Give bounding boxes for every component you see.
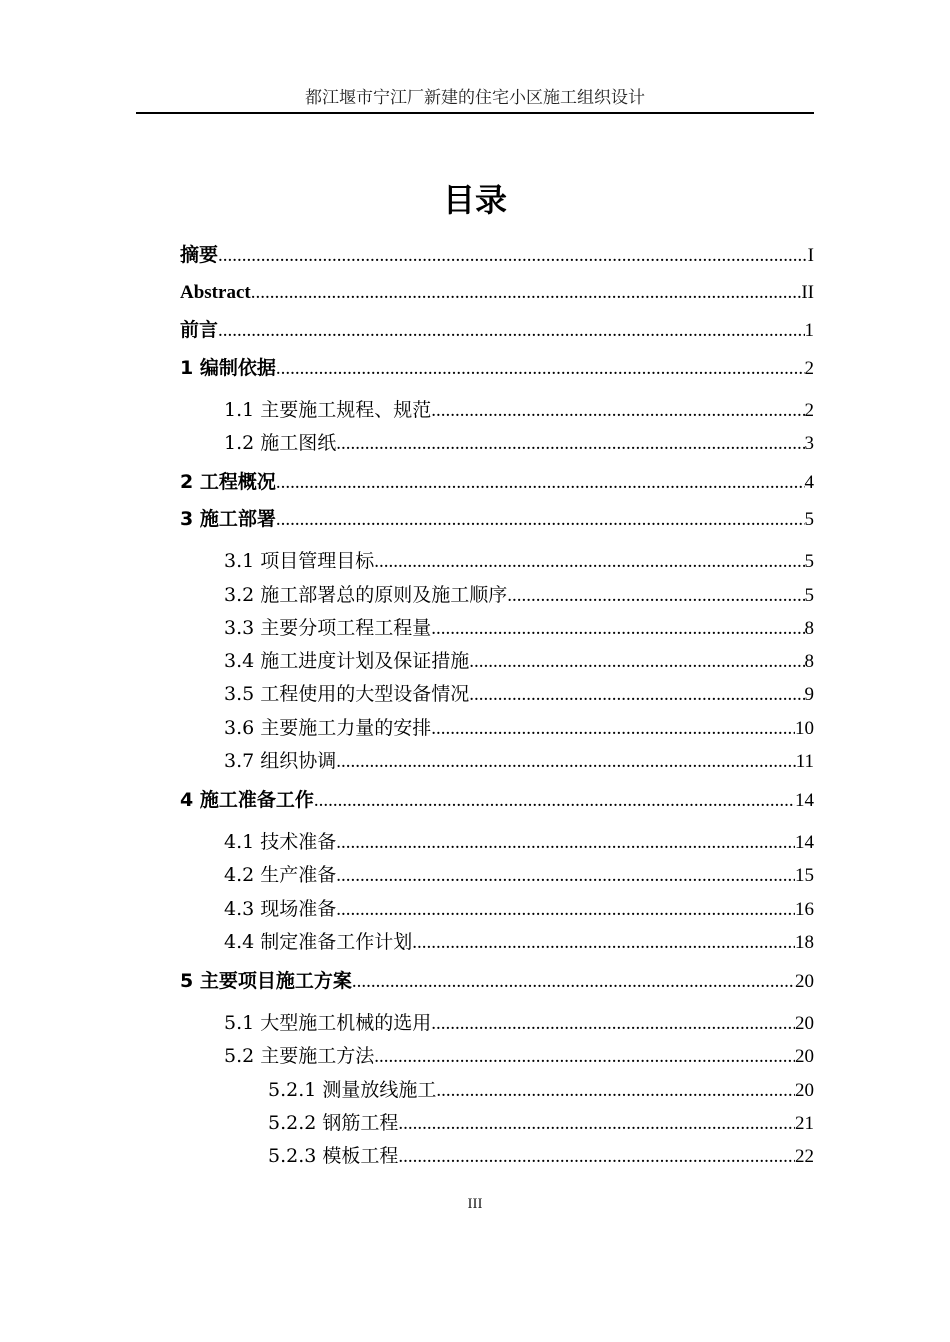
toc-entry[interactable]	[224, 896, 814, 923]
toc-entry-label: 3.3 主要分项工程工程量	[224, 617, 432, 639]
toc-leader-dots	[336, 749, 795, 775]
toc-leader-dots	[276, 356, 805, 382]
toc-entry-page: 20	[795, 1080, 814, 1101]
toc-leader-dots	[276, 470, 805, 496]
toc-entry[interactable]	[224, 1043, 814, 1070]
toc-entry-page: 20	[795, 1013, 814, 1034]
toc-entry[interactable]	[180, 968, 814, 995]
toc-entry-page: 2	[804, 358, 814, 379]
toc-leader-dots	[469, 649, 804, 675]
toc-entry-label: 5.2.1 测量放线施工	[268, 1079, 437, 1101]
toc-entry[interactable]	[180, 280, 814, 306]
toc-entry-label: 1 编制依据	[180, 357, 276, 379]
toc-entry-page: II	[801, 282, 814, 303]
toc-entry[interactable]	[224, 929, 814, 956]
toc-entry[interactable]	[268, 1143, 814, 1170]
toc-entry-label: 5.2 主要施工方法	[224, 1045, 375, 1067]
toc-entry-page: 11	[795, 751, 814, 772]
toc-entry-page: 18	[795, 932, 814, 953]
toc-entry-label: 3.7 组织协调	[224, 750, 337, 772]
toc-entry-page: 5	[804, 585, 814, 606]
toc-entry-label: 5.2.2 钢筋工程	[268, 1112, 399, 1134]
toc-leader-dots	[374, 1044, 795, 1070]
running-header: 都江堰市宁江厂新建的住宅小区施工组织设计	[305, 88, 645, 108]
toc-entry-label: 前言	[180, 319, 219, 341]
toc-entry-label: 4.1 技术准备	[224, 831, 337, 853]
toc-leader-dots	[336, 830, 795, 856]
toc-entry[interactable]	[224, 829, 814, 856]
toc-entry-page: 5	[804, 509, 814, 530]
toc-entry-label: 3.4 施工进度计划及保证措施	[224, 650, 470, 672]
toc-entry[interactable]	[224, 430, 814, 457]
toc-entry-label: 1.1 主要施工规程、规范	[224, 399, 432, 421]
toc-leader-dots	[436, 1078, 795, 1104]
toc-entry[interactable]	[224, 397, 814, 424]
page-number: III	[467, 1196, 483, 1212]
toc-entry-label: 2 工程概况	[180, 471, 276, 493]
toc-entry[interactable]	[180, 355, 814, 382]
toc-entry[interactable]	[224, 748, 814, 775]
toc-entry-label: 4.3 现场准备	[224, 898, 337, 920]
toc-entry[interactable]	[224, 681, 814, 708]
toc-entry-page: 8	[804, 618, 814, 639]
toc-leader-dots	[374, 549, 804, 575]
toc-entry[interactable]	[180, 506, 814, 533]
toc-entry[interactable]	[268, 1077, 814, 1104]
toc-entry-page: 3	[804, 433, 814, 454]
toc-leader-dots	[398, 1144, 795, 1170]
toc-entry[interactable]	[180, 317, 814, 344]
toc-entry-page: 10	[795, 718, 814, 739]
toc-entry-page: 4	[804, 472, 814, 493]
toc-title: 目录	[442, 181, 507, 219]
toc-entry[interactable]	[224, 582, 814, 609]
toc-entry-label: 4.2 生产准备	[224, 864, 337, 886]
toc-leader-dots	[336, 897, 795, 923]
toc-entry-page: I	[807, 245, 814, 266]
toc-leader-dots	[431, 616, 804, 642]
toc-entry-label: 4.4 制定准备工作计划	[224, 931, 413, 953]
toc-entry[interactable]	[224, 648, 814, 675]
toc-leader-dots	[431, 398, 804, 424]
toc-entry-page: 9	[804, 684, 814, 705]
toc-entry-page: 1	[804, 320, 814, 341]
toc-entry-label: 3.5 工程使用的大型设备情况	[224, 683, 470, 705]
toc-entry-page: 22	[795, 1146, 814, 1167]
toc-entry[interactable]	[224, 862, 814, 889]
toc-entry[interactable]	[224, 615, 814, 642]
toc-entry-label: 摘要	[180, 244, 219, 266]
toc-leader-dots	[251, 280, 802, 306]
toc-entry[interactable]	[224, 715, 814, 742]
toc-entry-label: 3.2 施工部署总的原则及施工顺序	[224, 584, 508, 606]
toc-entry-label: 3.1 项目管理目标	[224, 550, 375, 572]
toc-entry-page: 21	[795, 1113, 814, 1134]
toc-entry[interactable]	[180, 469, 814, 496]
toc-entry-page: 20	[795, 971, 814, 992]
toc-leader-dots	[336, 863, 795, 889]
toc-entry-page: 5	[804, 551, 814, 572]
toc-entry[interactable]	[180, 787, 814, 814]
toc-leader-dots	[218, 318, 804, 344]
toc-entry-label: 5 主要项目施工方案	[180, 970, 352, 992]
toc-leader-dots	[352, 969, 795, 995]
toc-leader-dots	[336, 431, 804, 457]
toc-leader-dots	[507, 583, 804, 609]
toc-entry-page: 14	[795, 832, 814, 853]
toc-entry-page: 15	[795, 865, 814, 886]
toc-entry-label: 1.2 施工图纸	[224, 432, 337, 454]
toc-entry-label: 4 施工准备工作	[180, 789, 314, 811]
toc-entry-label: 5.2.3 模板工程	[268, 1145, 399, 1167]
toc-entry-label: 3.6 主要施工力量的安排	[224, 717, 432, 739]
toc-entry[interactable]	[268, 1110, 814, 1137]
toc-entry-page: 14	[795, 790, 814, 811]
toc-entry-label: 3 施工部署	[180, 508, 276, 530]
toc-leader-dots	[469, 682, 804, 708]
toc-leader-dots	[398, 1111, 795, 1137]
toc-entry-page: 2	[804, 400, 814, 421]
toc-entry[interactable]	[224, 1010, 814, 1037]
toc-entry[interactable]	[224, 548, 814, 575]
toc-entry-label: Abstract	[180, 282, 251, 303]
toc-entry-page: 8	[804, 651, 814, 672]
toc-entry-page: 16	[795, 899, 814, 920]
toc-entry[interactable]	[180, 242, 814, 269]
toc-leader-dots	[314, 788, 795, 814]
toc-leader-dots	[218, 243, 808, 269]
toc-leader-dots	[431, 716, 795, 742]
toc-leader-dots	[431, 1011, 795, 1037]
toc-leader-dots	[412, 930, 795, 956]
toc-leader-dots	[276, 507, 805, 533]
toc-entry-page: 20	[795, 1046, 814, 1067]
toc-entry-label: 5.1 大型施工机械的选用	[224, 1012, 432, 1034]
